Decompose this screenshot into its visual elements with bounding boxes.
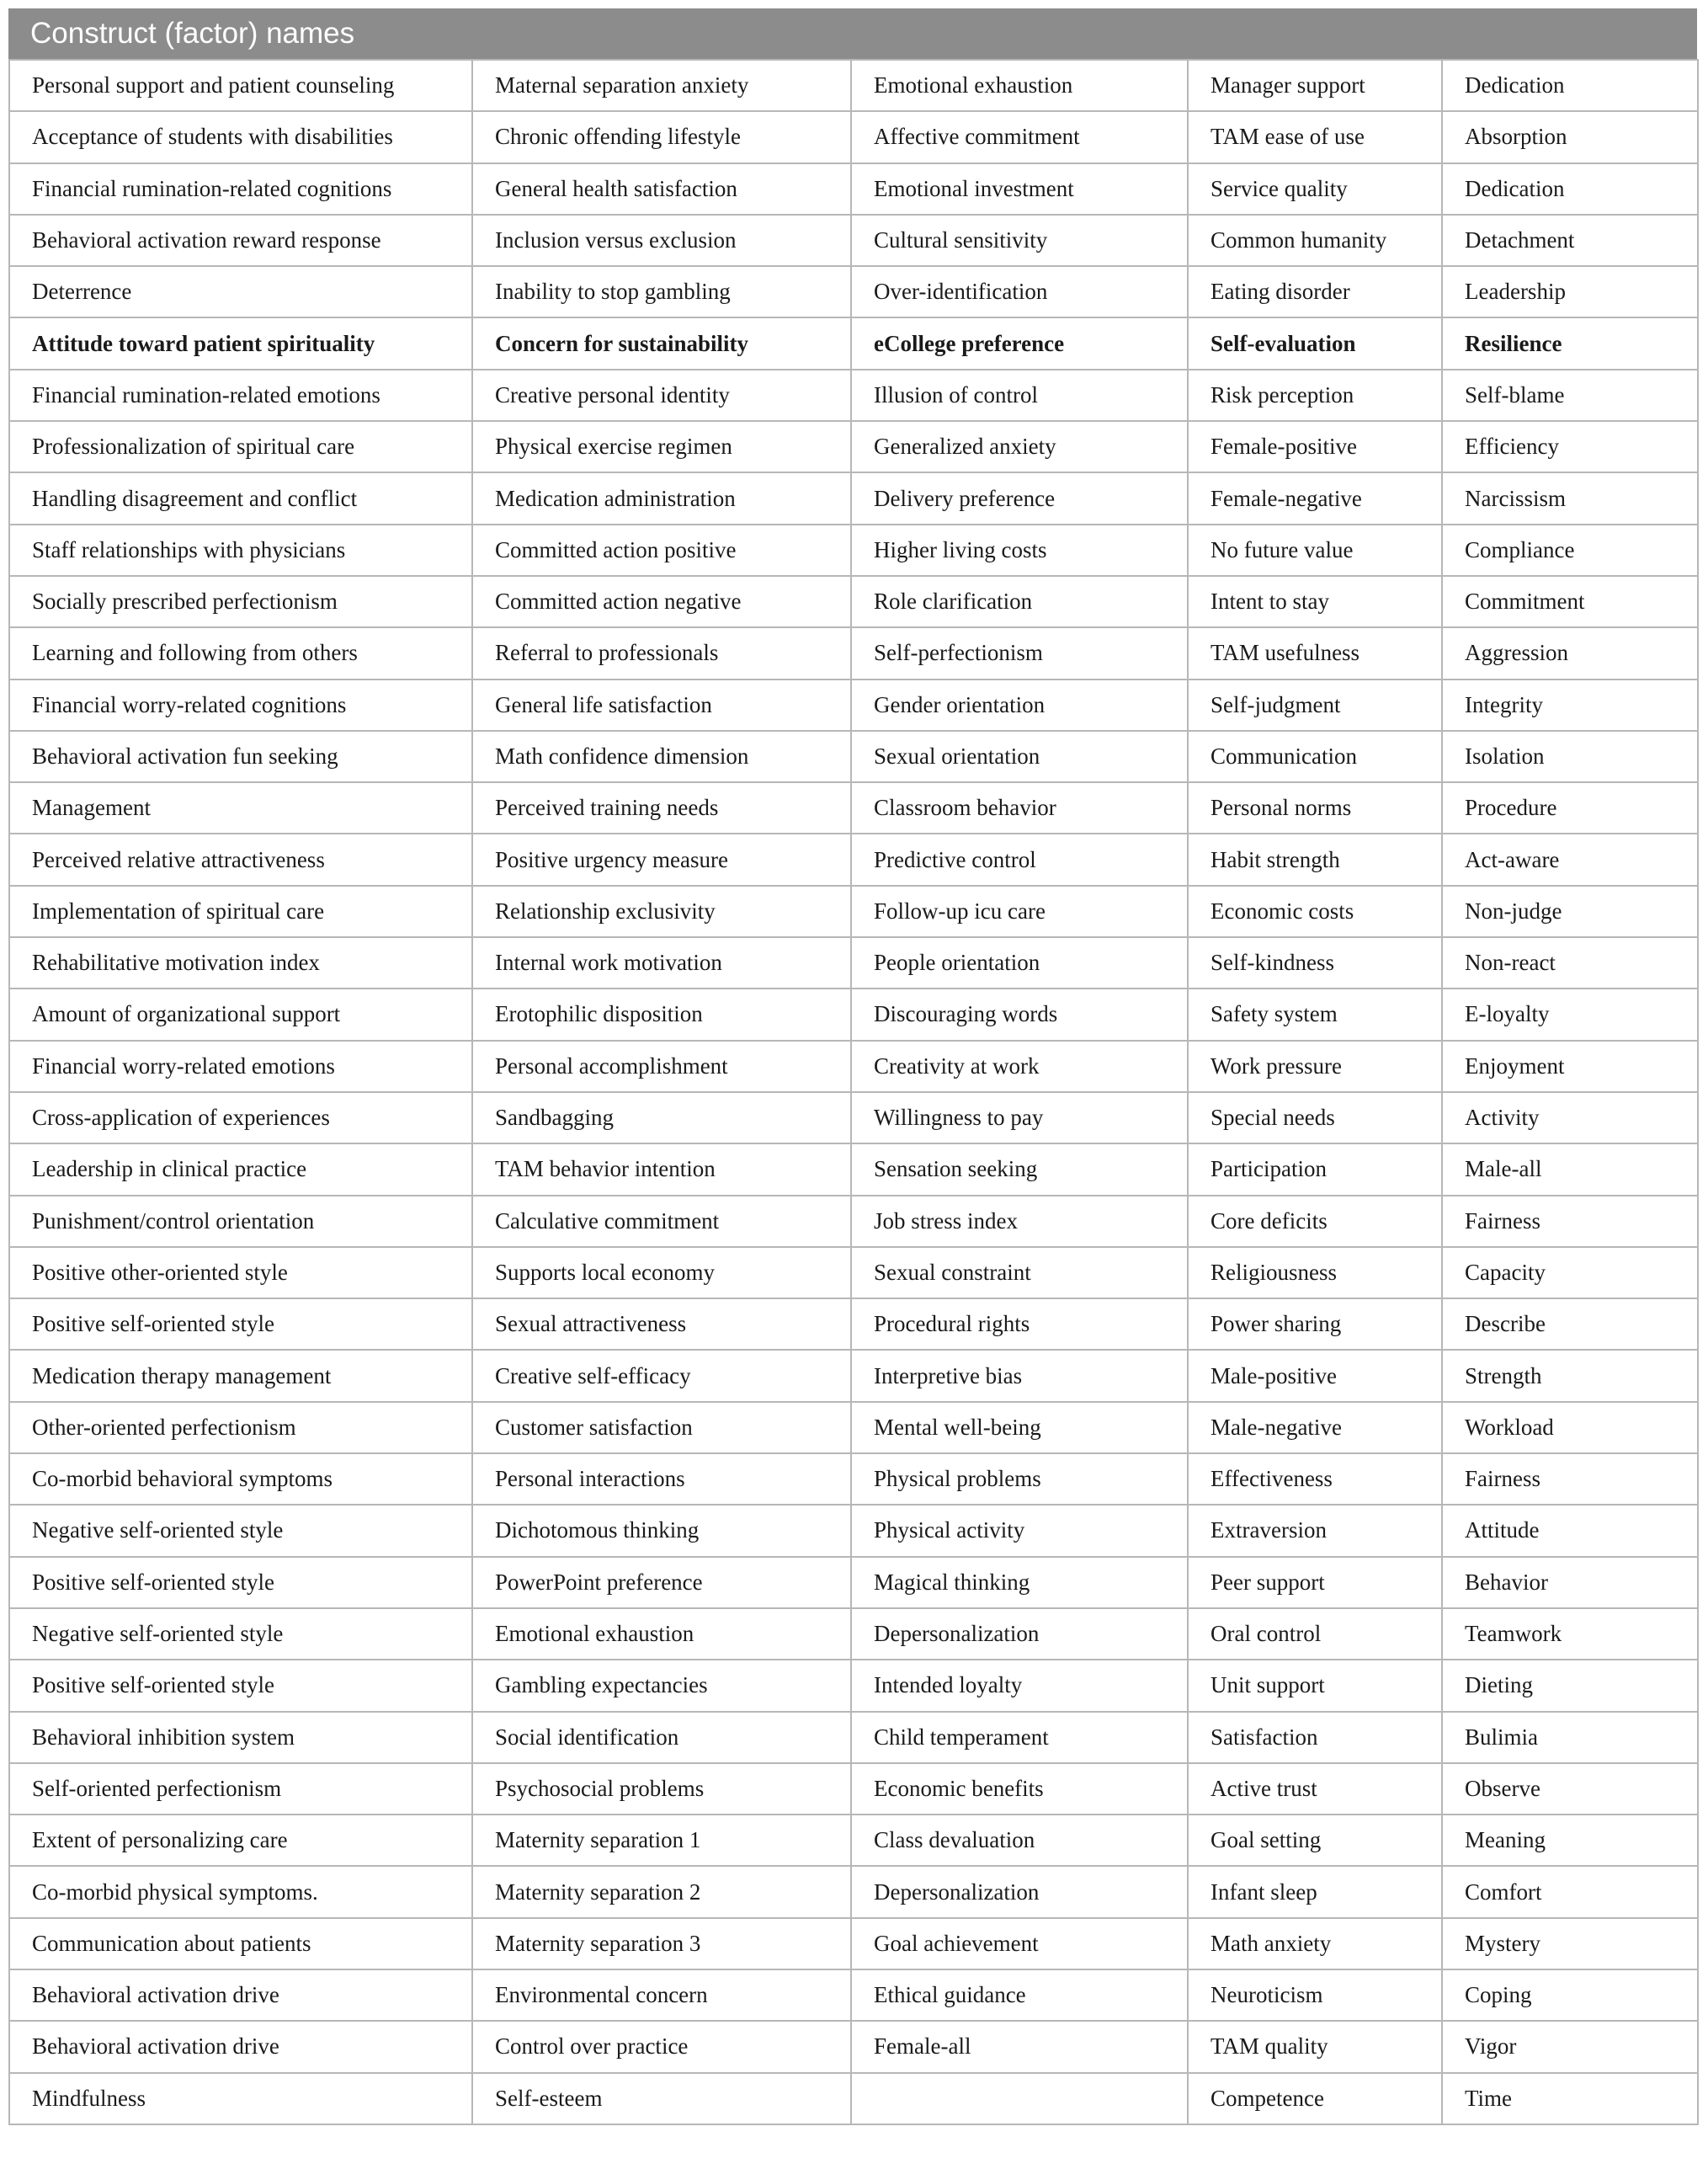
table-cell: Committed action negative	[472, 576, 851, 627]
table-cell: Eating disorder	[1188, 266, 1442, 317]
table-cell: Ethical guidance	[851, 1969, 1188, 2021]
table-cell: Personal interactions	[472, 1453, 851, 1505]
table-cell: Dieting	[1442, 1660, 1698, 1711]
table-cell: Co-morbid behavioral symptoms	[9, 1453, 472, 1505]
table-cell: Communication about patients	[9, 1918, 472, 1969]
table-cell: Absorption	[1442, 111, 1698, 163]
table-cell: Math anxiety	[1188, 1918, 1442, 1969]
table-row	[9, 731, 1698, 782]
table-cell: Bulimia	[1442, 1712, 1698, 1763]
table-row	[9, 1402, 1698, 1453]
table-cell: Maternal separation anxiety	[472, 60, 851, 111]
table-cell: Perceived training needs	[472, 782, 851, 834]
table-cell: Environmental concern	[472, 1969, 851, 2021]
table-cell: TAM usefulness	[1188, 627, 1442, 679]
table-cell: Financial rumination-related emotions	[9, 370, 472, 421]
table-cell: Competence	[1188, 2073, 1442, 2124]
table-cell: Personal support and patient counseling	[9, 60, 472, 111]
table-cell: Deterrence	[9, 266, 472, 317]
table-cell: Act-aware	[1442, 834, 1698, 885]
table-cell: Fairness	[1442, 1196, 1698, 1247]
table-cell: Mystery	[1442, 1918, 1698, 1969]
table-cell: Illusion of control	[851, 370, 1188, 421]
table-cell: Self-perfectionism	[851, 627, 1188, 679]
table-cell: No future value	[1188, 525, 1442, 576]
table-cell: Maternity separation 2	[472, 1866, 851, 1917]
table-cell: Dichotomous thinking	[472, 1505, 851, 1556]
table-row	[9, 2073, 1698, 2124]
table-cell: Implementation of spiritual care	[9, 886, 472, 937]
table-cell: Oral control	[1188, 1608, 1442, 1660]
table-cell: Teamwork	[1442, 1608, 1698, 1660]
table-cell: Unit support	[1188, 1660, 1442, 1711]
table-cell: Depersonalization	[851, 1608, 1188, 1660]
table-row	[9, 1143, 1698, 1195]
table-title: Construct (factor) names	[8, 8, 1697, 59]
table-row	[9, 1298, 1698, 1350]
table-cell: Interpretive bias	[851, 1350, 1188, 1401]
table-cell: Staff relationships with physicians	[9, 525, 472, 576]
table-cell: Non-judge	[1442, 886, 1698, 937]
table-cell: Relationship exclusivity	[472, 886, 851, 937]
table-row	[9, 266, 1698, 317]
table-cell: TAM ease of use	[1188, 111, 1442, 163]
table-cell: Self-evaluation	[1188, 317, 1442, 369]
table-cell: Math confidence dimension	[472, 731, 851, 782]
table-cell: Observe	[1442, 1763, 1698, 1815]
table-cell: Positive self-oriented style	[9, 1660, 472, 1711]
table-row	[9, 472, 1698, 524]
table-cell: Religiousness	[1188, 1247, 1442, 1298]
table-cell: Female-negative	[1188, 472, 1442, 524]
table-row	[9, 782, 1698, 834]
table-row	[9, 1608, 1698, 1660]
table-cell: Mental well-being	[851, 1402, 1188, 1453]
table-cell: Child temperament	[851, 1712, 1188, 1763]
table-cell: Intent to stay	[1188, 576, 1442, 627]
table-cell: Manager support	[1188, 60, 1442, 111]
table-cell: Follow-up icu care	[851, 886, 1188, 937]
table-cell: Behavioral inhibition system	[9, 1712, 472, 1763]
table-cell: Behavioral activation fun seeking	[9, 731, 472, 782]
table-cell: Leadership in clinical practice	[9, 1143, 472, 1195]
table-body	[9, 60, 1698, 2124]
table-cell: Leadership	[1442, 266, 1698, 317]
table-row	[9, 1092, 1698, 1143]
table-cell: Positive other-oriented style	[9, 1247, 472, 1298]
table-cell: eCollege preference	[851, 317, 1188, 369]
table-row	[9, 1557, 1698, 1608]
table-cell: Professionalization of spiritual care	[9, 421, 472, 472]
table-cell: Sexual attractiveness	[472, 1298, 851, 1350]
table-cell: Depersonalization	[851, 1866, 1188, 1917]
table-cell: Behavioral activation drive	[9, 1969, 472, 2021]
table-cell: Self-judgment	[1188, 679, 1442, 731]
table-cell: Procedure	[1442, 782, 1698, 834]
table-cell: Learning and following from others	[9, 627, 472, 679]
table-cell: Sensation seeking	[851, 1143, 1188, 1195]
table-cell: People orientation	[851, 937, 1188, 989]
table-row	[9, 1350, 1698, 1401]
table-cell: Meaning	[1442, 1815, 1698, 1866]
table-cell: TAM quality	[1188, 2021, 1442, 2072]
table-cell: Peer support	[1188, 1557, 1442, 1608]
table-cell: Negative self-oriented style	[9, 1505, 472, 1556]
table-cell: Goal achievement	[851, 1918, 1188, 1969]
table-cell: Personal accomplishment	[472, 1041, 851, 1092]
table-cell: Efficiency	[1442, 421, 1698, 472]
table-cell: TAM behavior intention	[472, 1143, 851, 1195]
table-cell: Service quality	[1188, 163, 1442, 215]
table-cell: Emotional exhaustion	[472, 1608, 851, 1660]
table-cell: E-loyalty	[1442, 989, 1698, 1040]
table-cell: Fairness	[1442, 1453, 1698, 1505]
table-cell: Willingness to pay	[851, 1092, 1188, 1143]
table-cell: Male-all	[1442, 1143, 1698, 1195]
table-row	[9, 937, 1698, 989]
table-row	[9, 834, 1698, 885]
table-cell: Management	[9, 782, 472, 834]
table-row	[9, 1969, 1698, 2021]
table-cell: Predictive control	[851, 834, 1188, 885]
table-cell: Committed action positive	[472, 525, 851, 576]
table-cell: Positive self-oriented style	[9, 1557, 472, 1608]
table-cell: Extent of personalizing care	[9, 1815, 472, 1866]
table-cell: Handling disagreement and conflict	[9, 472, 472, 524]
table-cell: Financial worry-related cognitions	[9, 679, 472, 731]
table-cell: Physical problems	[851, 1453, 1188, 1505]
table-cell: Capacity	[1442, 1247, 1698, 1298]
table-cell: Vigor	[1442, 2021, 1698, 2072]
table-cell: Creative personal identity	[472, 370, 851, 421]
table-row	[9, 163, 1698, 215]
table-cell: Cross-application of experiences	[9, 1092, 472, 1143]
table-row	[9, 60, 1698, 111]
table-cell: Behavior	[1442, 1557, 1698, 1608]
table-row	[9, 989, 1698, 1040]
table-cell: Over-identification	[851, 266, 1188, 317]
table-cell: Social identification	[472, 1712, 851, 1763]
table-cell: Delivery preference	[851, 472, 1188, 524]
table-cell: PowerPoint preference	[472, 1557, 851, 1608]
table-cell: Job stress index	[851, 1196, 1188, 1247]
table-cell: Work pressure	[1188, 1041, 1442, 1092]
table-cell: Chronic offending lifestyle	[472, 111, 851, 163]
table-cell: Financial worry-related emotions	[9, 1041, 472, 1092]
table-cell: Cultural sensitivity	[851, 215, 1188, 266]
table-cell: Creativity at work	[851, 1041, 1188, 1092]
table-cell: Acceptance of students with disabilities	[9, 111, 472, 163]
table-row	[9, 1453, 1698, 1505]
table-cell: Extraversion	[1188, 1505, 1442, 1556]
table-cell: Emotional exhaustion	[851, 60, 1188, 111]
table-cell: Behavioral activation reward response	[9, 215, 472, 266]
table-cell: Sandbagging	[472, 1092, 851, 1143]
table-cell: General health satisfaction	[472, 163, 851, 215]
table-cell: Personal norms	[1188, 782, 1442, 834]
table-cell: Supports local economy	[472, 1247, 851, 1298]
table-cell: Enjoyment	[1442, 1041, 1698, 1092]
table-cell: Mindfulness	[9, 2073, 472, 2124]
table-row	[9, 317, 1698, 369]
table-cell	[851, 2073, 1188, 2124]
table-cell: Describe	[1442, 1298, 1698, 1350]
table-cell: Aggression	[1442, 627, 1698, 679]
table-cell: Common humanity	[1188, 215, 1442, 266]
table-cell: Magical thinking	[851, 1557, 1188, 1608]
table-cell: Concern for sustainability	[472, 317, 851, 369]
table-cell: Comfort	[1442, 1866, 1698, 1917]
table-cell: Generalized anxiety	[851, 421, 1188, 472]
table-cell: Female-positive	[1188, 421, 1442, 472]
table-cell: Positive urgency measure	[472, 834, 851, 885]
table-cell: Referral to professionals	[472, 627, 851, 679]
table-cell: Maternity separation 3	[472, 1918, 851, 1969]
table-row	[9, 1196, 1698, 1247]
table-cell: Effectiveness	[1188, 1453, 1442, 1505]
table-cell: Male-negative	[1188, 1402, 1442, 1453]
table-cell: Sexual constraint	[851, 1247, 1188, 1298]
table-cell: Resilience	[1442, 317, 1698, 369]
table-cell: Workload	[1442, 1402, 1698, 1453]
table-cell: Creative self-efficacy	[472, 1350, 851, 1401]
table-cell: Infant sleep	[1188, 1866, 1442, 1917]
table-cell: Amount of organizational support	[9, 989, 472, 1040]
table-row	[9, 2021, 1698, 2072]
table-cell: Inability to stop gambling	[472, 266, 851, 317]
table-cell: Other-oriented perfectionism	[9, 1402, 472, 1453]
table-cell: Self-oriented perfectionism	[9, 1763, 472, 1815]
table-cell: Safety system	[1188, 989, 1442, 1040]
table-row	[9, 576, 1698, 627]
table-row	[9, 627, 1698, 679]
table-cell: Time	[1442, 2073, 1698, 2124]
table-cell: Calculative commitment	[472, 1196, 851, 1247]
table-cell: Internal work motivation	[472, 937, 851, 989]
table-cell: Self-kindness	[1188, 937, 1442, 989]
table-row	[9, 1815, 1698, 1866]
table-cell: Class devaluation	[851, 1815, 1188, 1866]
table-row	[9, 1866, 1698, 1917]
table-row	[9, 421, 1698, 472]
table-row	[9, 679, 1698, 731]
table-cell: Male-positive	[1188, 1350, 1442, 1401]
table-cell: Emotional investment	[851, 163, 1188, 215]
table-cell: Habit strength	[1188, 834, 1442, 885]
table-cell: Satisfaction	[1188, 1712, 1442, 1763]
table-row	[9, 111, 1698, 163]
table-cell: Perceived relative attractiveness	[9, 834, 472, 885]
table-cell: Detachment	[1442, 215, 1698, 266]
table-row	[9, 1763, 1698, 1815]
table-cell: Power sharing	[1188, 1298, 1442, 1350]
table-cell: Inclusion versus exclusion	[472, 215, 851, 266]
table-cell: Erotophilic disposition	[472, 989, 851, 1040]
table-cell: Compliance	[1442, 525, 1698, 576]
table-cell: Classroom behavior	[851, 782, 1188, 834]
table-cell: Positive self-oriented style	[9, 1298, 472, 1350]
table-cell: Discouraging words	[851, 989, 1188, 1040]
table-cell: Financial rumination-related cognitions	[9, 163, 472, 215]
table-cell: Medication therapy management	[9, 1350, 472, 1401]
table-cell: Non-react	[1442, 937, 1698, 989]
table-cell: Core deficits	[1188, 1196, 1442, 1247]
construct-names-table	[8, 59, 1699, 2125]
table-cell: Maternity separation 1	[472, 1815, 851, 1866]
table-cell: Medication administration	[472, 472, 851, 524]
table-cell: Rehabilitative motivation index	[9, 937, 472, 989]
table-cell: Intended loyalty	[851, 1660, 1188, 1711]
table-cell: Active trust	[1188, 1763, 1442, 1815]
table-cell: Coping	[1442, 1969, 1698, 2021]
table-cell: Negative self-oriented style	[9, 1608, 472, 1660]
table-row	[9, 1247, 1698, 1298]
table-row	[9, 1041, 1698, 1092]
table-cell: Dedication	[1442, 60, 1698, 111]
table-cell: Communication	[1188, 731, 1442, 782]
table-cell: Affective commitment	[851, 111, 1188, 163]
table-cell: Customer satisfaction	[472, 1402, 851, 1453]
table-cell: Punishment/control orientation	[9, 1196, 472, 1247]
table-cell: Gambling expectancies	[472, 1660, 851, 1711]
table-cell: Isolation	[1442, 731, 1698, 782]
table-cell: Self-blame	[1442, 370, 1698, 421]
table-row	[9, 215, 1698, 266]
table-row	[9, 886, 1698, 937]
table-cell: General life satisfaction	[472, 679, 851, 731]
table-row	[9, 370, 1698, 421]
table-cell: Narcissism	[1442, 472, 1698, 524]
table-cell: Female-all	[851, 2021, 1188, 2072]
table-cell: Dedication	[1442, 163, 1698, 215]
construct-names-table-panel	[8, 8, 1697, 2125]
table-cell: Commitment	[1442, 576, 1698, 627]
table-cell: Psychosocial problems	[472, 1763, 851, 1815]
table-cell: Procedural rights	[851, 1298, 1188, 1350]
table-cell: Integrity	[1442, 679, 1698, 731]
table-cell: Self-esteem	[472, 2073, 851, 2124]
table-cell: Role clarification	[851, 576, 1188, 627]
table-cell: Participation	[1188, 1143, 1442, 1195]
table-cell: Special needs	[1188, 1092, 1442, 1143]
table-row	[9, 1712, 1698, 1763]
table-cell: Higher living costs	[851, 525, 1188, 576]
table-cell: Neuroticism	[1188, 1969, 1442, 2021]
table-cell: Strength	[1442, 1350, 1698, 1401]
table-cell: Behavioral activation drive	[9, 2021, 472, 2072]
table-cell: Physical activity	[851, 1505, 1188, 1556]
table-row	[9, 1918, 1698, 1969]
table-cell: Gender orientation	[851, 679, 1188, 731]
table-cell: Control over practice	[472, 2021, 851, 2072]
table-cell: Economic benefits	[851, 1763, 1188, 1815]
table-cell: Attitude	[1442, 1505, 1698, 1556]
table-row	[9, 525, 1698, 576]
table-cell: Activity	[1442, 1092, 1698, 1143]
table-cell: Socially prescribed perfectionism	[9, 576, 472, 627]
table-cell: Risk perception	[1188, 370, 1442, 421]
table-cell: Sexual orientation	[851, 731, 1188, 782]
table-cell: Attitude toward patient spirituality	[9, 317, 472, 369]
table-row	[9, 1660, 1698, 1711]
table-cell: Goal setting	[1188, 1815, 1442, 1866]
table-cell: Co-morbid physical symptoms.	[9, 1866, 472, 1917]
table-cell: Physical exercise regimen	[472, 421, 851, 472]
table-cell: Economic costs	[1188, 886, 1442, 937]
table-row	[9, 1505, 1698, 1556]
